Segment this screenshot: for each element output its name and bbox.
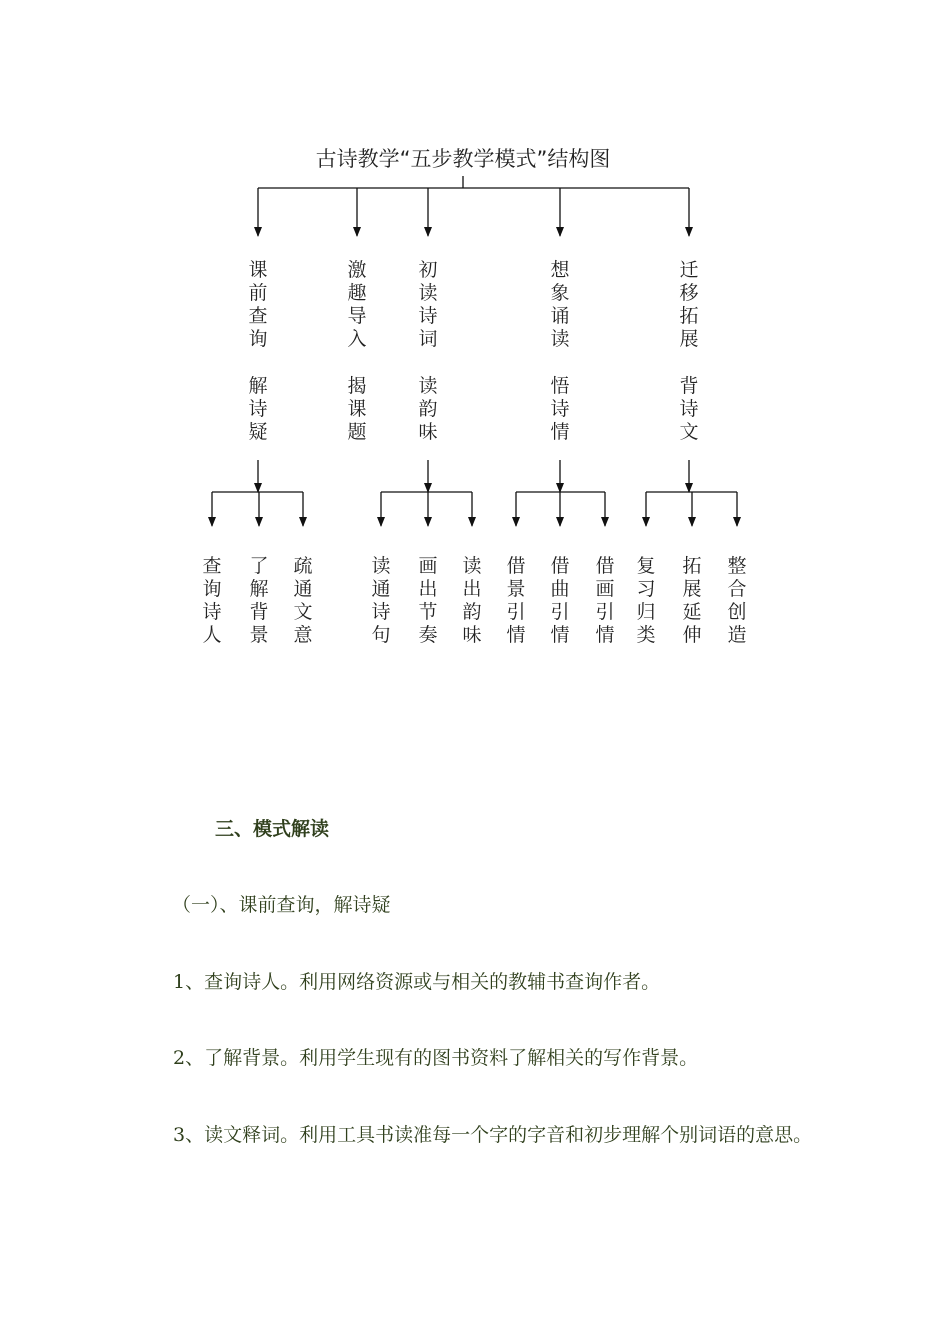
sub-item-label: 整合创造 — [727, 555, 747, 646]
diagram-title: 古诗教学“五步教学模式”结构图 — [315, 147, 611, 171]
sub-item-label: 拓展延伸 — [682, 555, 702, 646]
sub-item-label: 读出韵味 — [462, 555, 482, 646]
sub-item-label: 画出节奏 — [418, 555, 438, 646]
step-goal-label: 读韵味 — [418, 375, 438, 443]
sub-item-label: 查询诗人 — [202, 555, 222, 646]
step-goal-label: 解诗疑 — [248, 375, 268, 443]
list-item: 3、读文释词。利用工具书读准每一个字的字音和初步理解个别词语的意思。 — [173, 1124, 813, 1146]
sub-item-label: 借景引情 — [506, 555, 526, 646]
sub-item-label: 读通诗句 — [371, 555, 391, 646]
step-name-label: 课前查询 — [248, 259, 268, 350]
sub-item-label: 疏通文意 — [293, 555, 313, 646]
step-name-label: 想象诵读 — [550, 259, 570, 350]
sub-item-label: 复习归类 — [636, 555, 656, 646]
step-goal-label: 悟诗情 — [550, 375, 570, 443]
section-subheading: （一）、课前查询，解诗疑 — [172, 894, 391, 916]
section-heading: 三、模式解读 — [215, 818, 330, 840]
sub-item-label: 借画引情 — [595, 555, 615, 646]
step-goal-label: 背诗文 — [679, 375, 699, 443]
step-name-label: 初读诗词 — [418, 259, 438, 350]
diagram-connectors — [212, 176, 737, 526]
step-goal-label: 揭课题 — [347, 375, 367, 443]
sub-item-label: 借曲引情 — [550, 555, 570, 646]
sub-item-label: 了解背景 — [249, 555, 269, 646]
step-name-label: 迁移拓展 — [679, 259, 699, 350]
list-item: 2、了解背景。利用学生现有的图书资料了解相关的写作背景。 — [173, 1047, 699, 1069]
step-name-label: 激趣导入 — [347, 259, 367, 350]
diagram-labels — [202, 258, 746, 646]
list-item: 1、查询诗人。利用网络资源或与相关的教辅书查询作者。 — [173, 971, 661, 993]
